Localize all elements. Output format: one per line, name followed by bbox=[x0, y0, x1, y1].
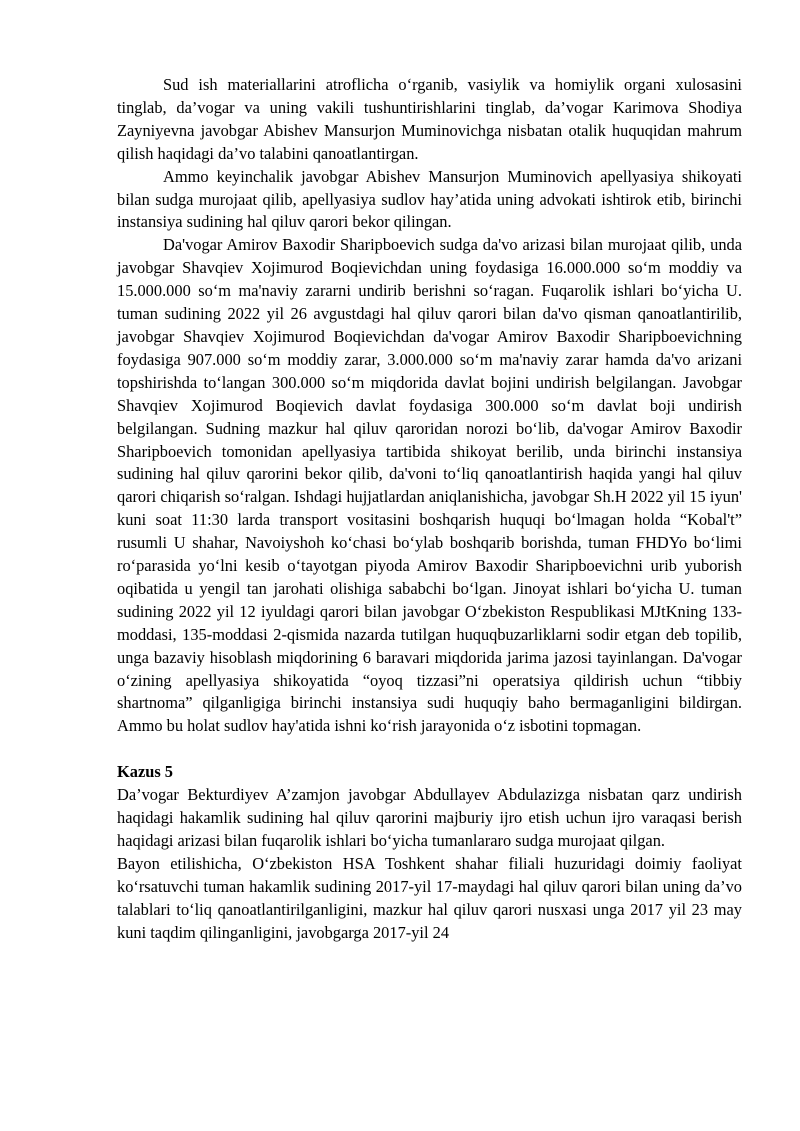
case-paragraph-1: Da’vogar Bekturdiyev A’zamjon javobgar Abdullayev Abdulazizga nisbatan qarz undirish haqidagi hakamlik sudining hal qiluv qarorini majburiy ijro etish uchun ijro varaqasi berish haqidagi arizasi bilan fuqarolik ishlari bo‘yicha tumanlararo sudga murojaat qilgan. bbox=[117, 785, 742, 850]
case-heading: Kazus 5 bbox=[117, 762, 174, 782]
paragraph-2: Ammo keyinchalik javobgar Abishev Mansurjon Muminovich apellyasiya shikoyati bilan sudga murojaat qilib, apellyasiya sudlov hay’atida uning advokati ishtirok etib, birinchi instansiya sudining hal qiluv qarori bekor qilingan. bbox=[117, 166, 742, 232]
document-body bbox=[117, 74, 742, 945]
paragraph-1: Sud ish materiallarini atroflicha o‘rganib, vasiylik va homiylik organi xulosasini tinglab, da’vogar va uning vakili tushuntirishlarini tinglab, da’vogar Karimova Shodiya Zayniyevna javobgar Abishev Mansurjon Muminovichga nisbatan otalik huquqidan mahrum qilish haqidagi da’vo talabini qanoatlantirgan. bbox=[117, 75, 742, 163]
paragraph-3: Da'vogar Amirov Baxodir Sharipboevich sudga da'vo arizasi bilan murojaat qilib, unda javobgar Shavqiev Xojimurod Boqievichdan uning foydasiga 16.000.000 so‘m moddiy va 15.000.000 so‘m ma'naviy zararni undirib berishni so‘ragan. Fuqarolik ishlari bo‘yicha U. tuman sudining 2022 yil 26 avgustdagi hal qiluv qarori bilan da'vo qisman qanoatlantirilib, javobgar Shavqiev Xojimurod Boqievichdan da'vogar Amirov Baxodir Sharipboevichning foydasiga 907.000 so‘m moddiy zarar, 3.000.000 so‘m ma'naviy zarar hamda da'vo arizani topshirishda to‘langan 300.000 so‘m miqdorida davlat bojini undirish belgilangan. Javobgar Shavqiev Xojimurod Boqievich davlat foydasiga 300.000 so‘m davlat boji undirish belgilangan. Sudning mazkur hal qiluv qaroridan norozi bo‘lib, da'vogar Amirov Baxodir Sharipboevich tomonidan apellyasiya tartibida shikoyat berilib, unda birinchi instansiya sudining hal qiluv qarorini bekor qilib, da'voni to‘liq qanoatlantirish haqida yangi hal qiluv qarori chiqarish so‘ralgan. Ishdagi hujjatlardan aniqlanishicha, javobgar Sh.H 2022 yil 15 iyun' kuni soat 11:30 larda transport vositasini boshqarish huquqi bo‘lmagan holda “Kobal't” rusumli U shahar, Navoiyshoh ko‘chasi bo‘ylab boshqarib borishda, tuman FHDYo bo‘limi ro‘parasida yo‘lni kesib o‘tayotgan piyoda Amirov Baxodir Sharipboevichni urib yuborish oqibatida u yengil tan jarohati olishiga sababchi bo‘lgan. Jinoyat ishlari bo‘yicha U. tuman sudining 2022 yil 12 iyuldagi qarori bilan javobgar O‘zbekiston Respublikasi MJtKning 133-moddasi, 135-moddasi 2-qismida nazarda tutilgan huquqbuzarliklarni sodir etgan deb topilib, unga bazaviy hisoblash miqdorining 6 baravari miqdorida jarima jazosi tayinlangan. Da'vogar o‘zining apellyasiya shikoyatida “oyoq tizzasi”ni operatsiya qildirish uchun “tibbiy shartnoma” qilganligiga birinchi instansiya sudi huquqiy baho bermaganligini bildirgan. Ammo bu holat sudlov hay'atida ishni ko‘rish jarayonida o‘z isbotini topmagan. bbox=[117, 235, 742, 736]
case-paragraph-2: Bayon etilishicha, O‘zbekiston HSA Toshkent shahar filiali huzuridagi doimiy faoliyat ko‘rsatuvchi tuman hakamlik sudining 2017-yil 17-maydagi hal qiluv qarori bilan uning da’vo talablari to‘liq qanoatlantirilganligini, mazkur hal qiluv qarori nusxasi unga 2017 yil 23 may kuni taqdim qilinganligini, javobgarga 2017-yil 24 bbox=[117, 853, 742, 942]
